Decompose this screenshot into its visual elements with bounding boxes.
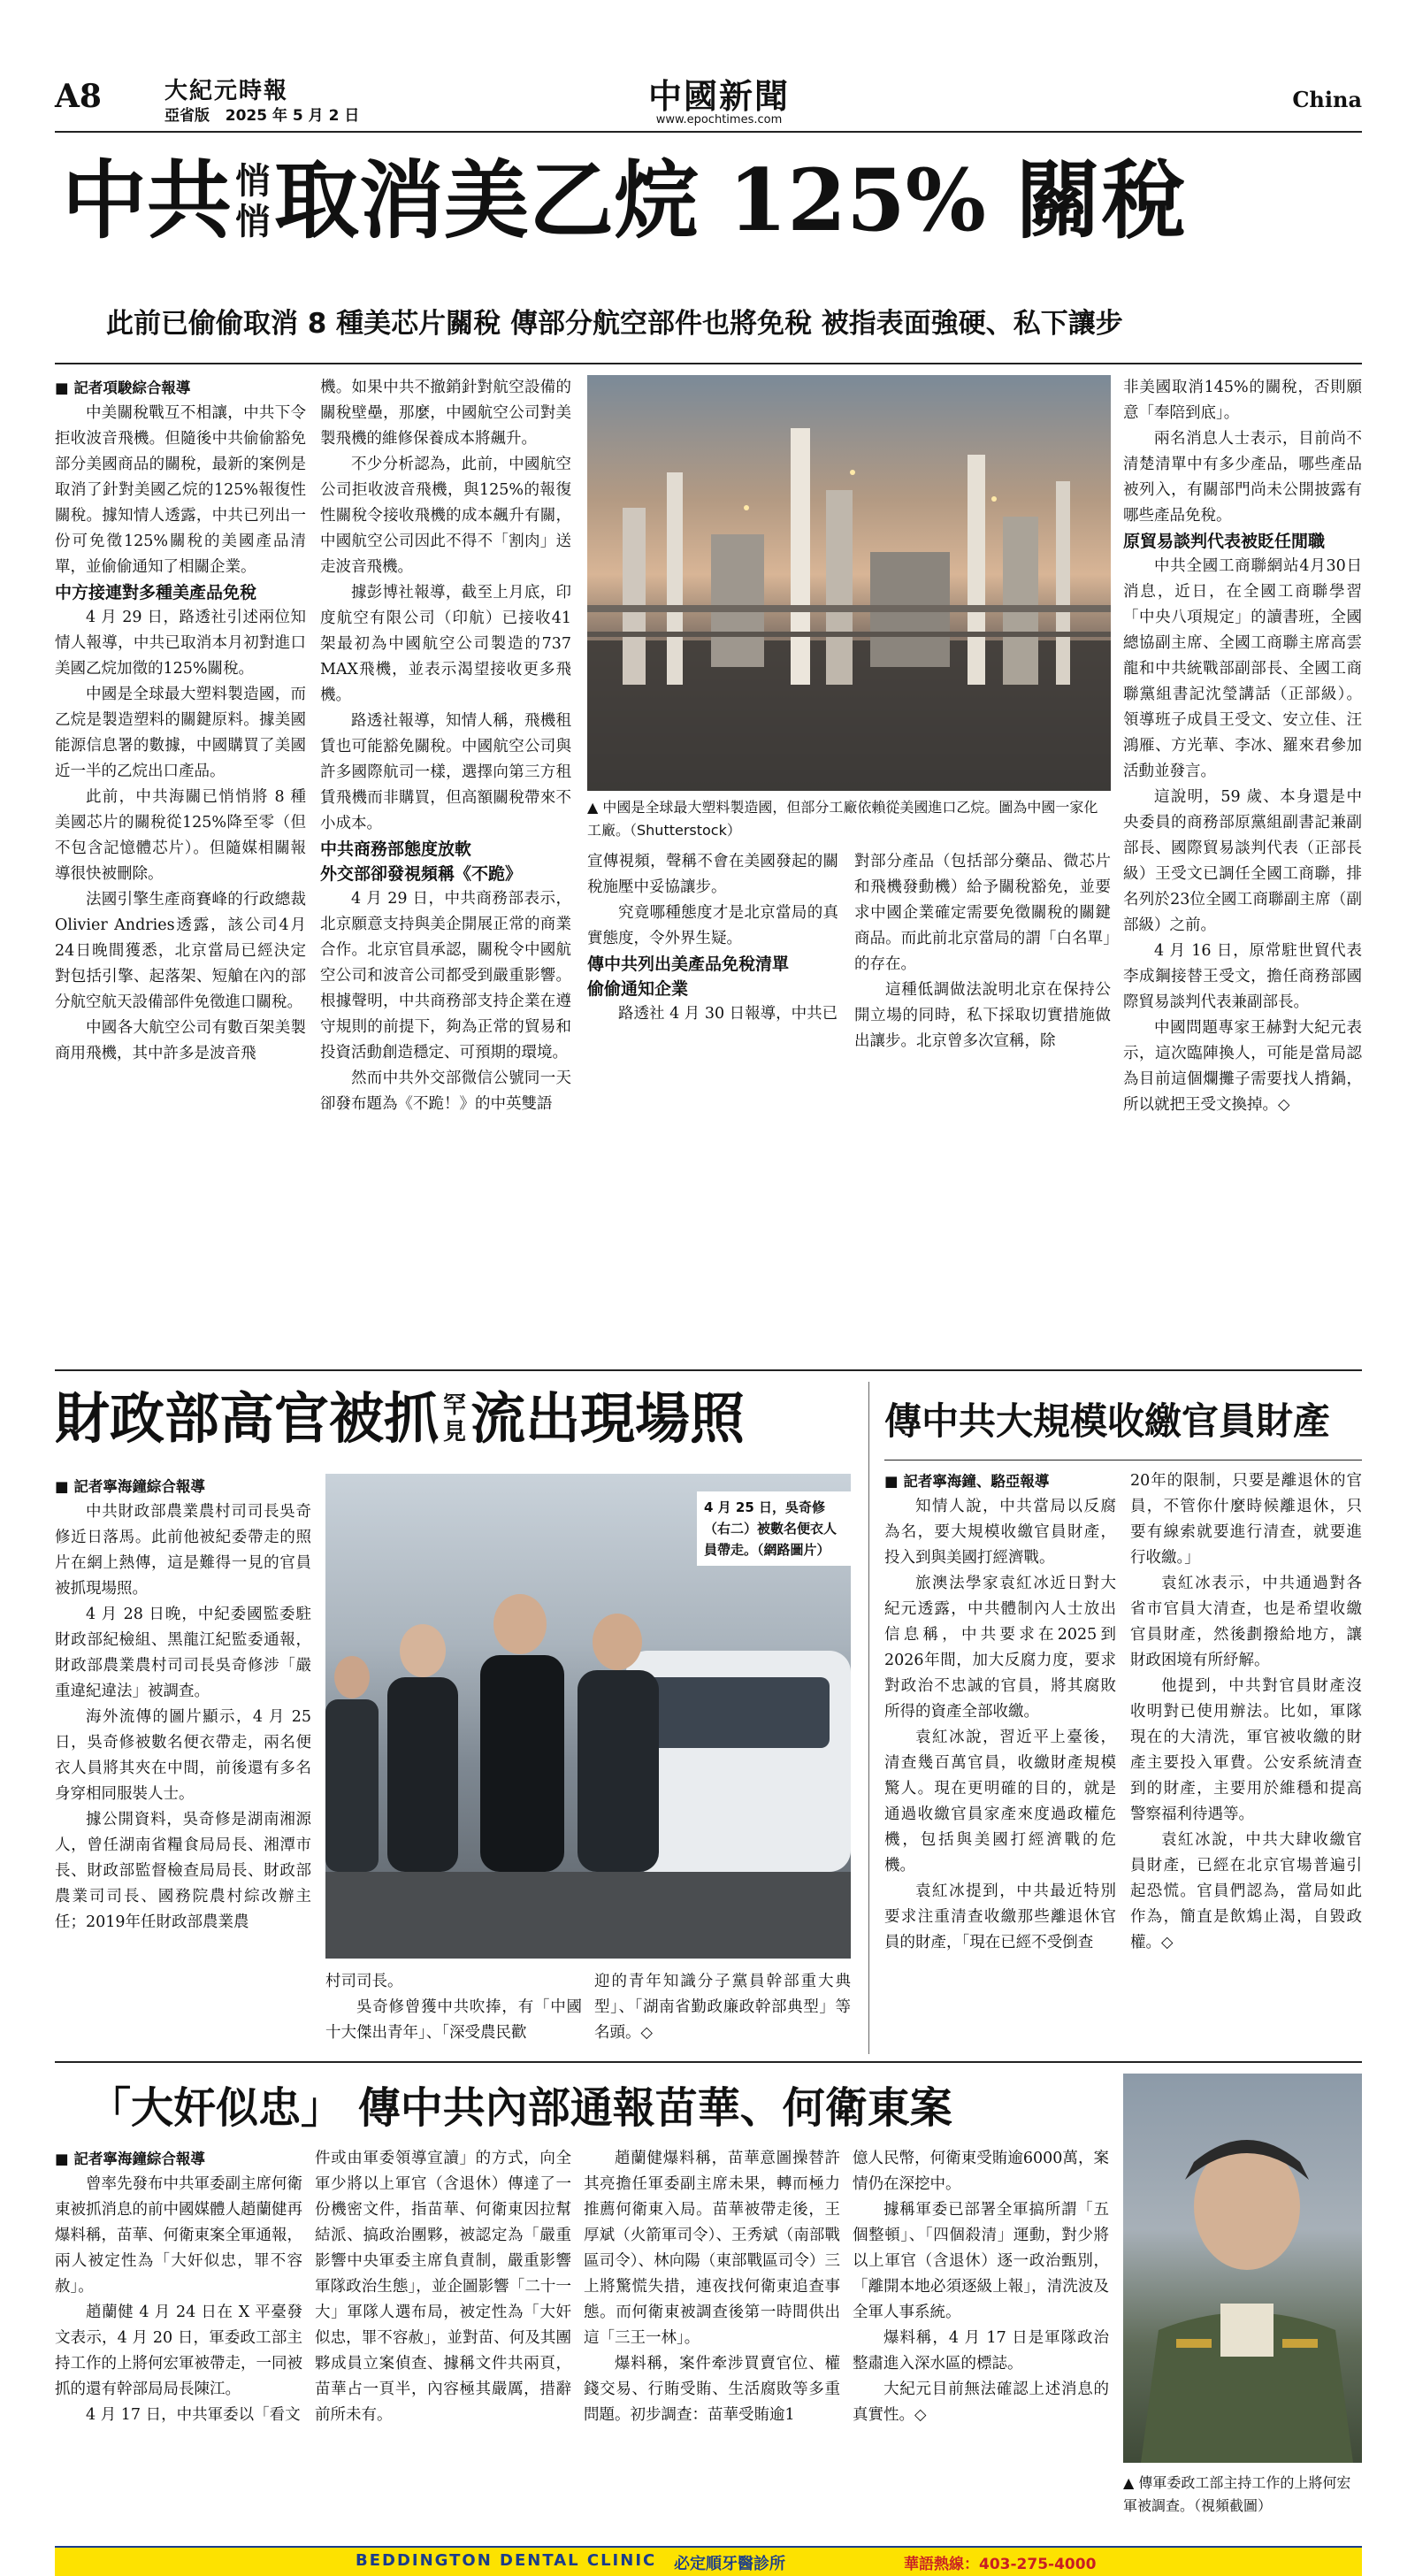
ad-logo-top xyxy=(55,2546,126,2558)
paragraph: 他提到，中共對官員財產沒收明對已使用辦法。比如，軍隊現在的大清洗，軍官被收繳的財產主要投入軍費。公安系統清查到的財產，主要用於維穩和提高警察福利待遇等。 xyxy=(1130,1677,1362,1823)
byline: ■ 記者寧海鐘綜合報導 xyxy=(55,1478,205,1495)
paragraph: 知情人說，中共當局以反腐為名，要大規模收繳官員財產，投入到與美國打經濟戰。 xyxy=(884,1498,1116,1567)
story1-col4 xyxy=(854,849,1111,1357)
ad-ct-label-1 xyxy=(832,2558,885,2571)
general-photo-caption: ▲ 傳軍委政工部主持工作的上將何宏軍被調查。（視頻截圖） xyxy=(1123,2474,1351,2514)
paragraph: 此前，中共海關已悄悄將 8 種美國芯片的關稅從125%降至零（但不包含記憶體芯片）。但隨媒相關報導很快被刪除。 xyxy=(55,788,306,883)
story3-col1 xyxy=(884,1468,1116,2052)
paragraph: 非美國取消145%的關稅，否則願意「奉陪到底」。 xyxy=(1123,379,1362,422)
story1-headline xyxy=(62,149,1362,255)
subhead xyxy=(320,837,571,886)
ad-building-sign xyxy=(984,2558,1026,2571)
ad-doctors-3 xyxy=(414,2571,520,2574)
ad-package-title xyxy=(521,2546,606,2558)
headline-part-2: 流出現場照 xyxy=(470,1386,746,1451)
ad-solve-2 xyxy=(798,2546,840,2558)
ad-team-sign xyxy=(1086,2558,1242,2571)
factory-photo-caption: ▲ 中國是全球最大塑料製造國，但部分工廠依賴從美國進口乙烷。圖為中國一家化工廠。（Shutterstock） xyxy=(587,799,1098,839)
story2-col1 xyxy=(55,1474,311,2049)
story2-headline xyxy=(55,1382,868,1461)
paragraph: 爆料稱，案件牽涉買賣官位、權錢交易、行賄受賄、生活腐敗等多重問題。初步調查：苗華受賄逾1 xyxy=(584,2355,840,2424)
story4-headline: 「大奸似忠」 傳中共內部通報苗華、何衛東案 xyxy=(88,2083,952,2133)
ad-hotline-label: 華語熱線： xyxy=(904,2556,979,2573)
paragraph: 中共財政部農業農村司司長吳奇修近日落馬。此前他被紀委帶走的照片在網上熱傳，這是難得一見的官員被抓現場照。 xyxy=(55,1503,311,1598)
ad-package-unit xyxy=(646,2546,657,2558)
factory-photo xyxy=(587,375,1111,791)
paragraph: 吳奇修曾獲中共吹捧，有「中國十大傑出青年」、「深受農民歡 xyxy=(325,1998,582,2042)
ad-qr-label xyxy=(929,2558,982,2571)
ad-email[interactable] xyxy=(326,2546,517,2558)
subhead: 原貿易談判代表被貶任閒職 xyxy=(1123,532,1326,551)
ad-solve-1 xyxy=(752,2546,794,2558)
headline-small-2: 悄 xyxy=(235,201,271,242)
general-illustration xyxy=(1123,2074,1362,2463)
ad-award xyxy=(524,2571,876,2574)
paragraph: 袁紅冰提到，中共最近特別要求注重清查收繳那些離退休官員的財產，「現在已經不受倒查 xyxy=(884,1882,1116,1951)
byline: ■ 記者項駿綜合報導 xyxy=(55,380,191,396)
ad-senior-label xyxy=(661,2546,703,2558)
paragraph: 中國是全球最大塑料製造國，而乙烷是製造塑料的關鍵原料。據美國能源信息署的數據，中國購買了美國近一半的乙烷出口產品。 xyxy=(55,686,306,780)
subhead: 中方接連對多種美產品免稅 xyxy=(55,583,257,602)
ad-bullet-4 xyxy=(539,2558,602,2571)
paragraph: 4 月 29 日，中共商務部表示，北京願意支持與美企開展正常的商業合作。北京官員承認，關稅令中國航空公司和波音公司都受到嚴重影響。根據聲明，中共商務部支持企業在遵守規則的前提下，夠為正常的貿易和投資活動創造穩定、可預期的環境。 xyxy=(320,890,571,1062)
headline-small-1: 罕 xyxy=(443,1392,467,1419)
byline: ■ 記者寧海鐘、駱亞報導 xyxy=(884,1473,1050,1490)
story1-col1 xyxy=(55,375,306,1357)
headline-part-2: 取消美乙烷 125% 關稅 xyxy=(274,150,1186,250)
paragraph: 海外流傳的圖片顯示，4 月 25 日，吳奇修被數名便衣帶走，兩名便衣人員將其夾在中間，前後還有多名身穿相同服裝人士。 xyxy=(55,1708,311,1803)
paragraph: 這說明，59 歲、本身還是中央委員的商務部原黨組副書記兼副部長、國際貿易談判代表（正部長級）王受文已調任全國工商聯，排名列於23位全國工商聯副主席（副部級）之前。 xyxy=(1123,788,1362,934)
ad-bullet-3 xyxy=(482,2558,535,2571)
ad-bullet-2 xyxy=(314,2558,478,2571)
ad-flex-hours xyxy=(606,2558,829,2571)
subhead-line: 中共商務部態度放軟 xyxy=(320,840,472,859)
ad-website[interactable] xyxy=(175,2546,323,2558)
section-title: 中國新聞 xyxy=(647,76,790,116)
story3-bottom-rule xyxy=(55,2061,1362,2063)
subhead-line: 偷偷通知企業 xyxy=(587,979,689,999)
headline-small xyxy=(232,161,274,242)
ad-team-title xyxy=(1029,2558,1082,2571)
story1-bottom-rule xyxy=(55,1369,1362,1371)
paragraph: 不少分析認為，此前，中國航空公司拒收波音飛機，與125%的報復性關稅令接收飛機的成本飆升有關，中國航空公司因此不得不「割肉」送走波音飛機。 xyxy=(320,456,571,576)
ad-logo-main xyxy=(130,2546,172,2558)
paragraph: 迎的青年知識分子黨員幹部重大典型」、「湖南省勤政廉政幹部典型」等名頭。◇ xyxy=(594,1973,851,2042)
ad-doctors-2 xyxy=(208,2571,411,2574)
story4-col4 xyxy=(853,2146,1109,2535)
story3-headline: 傳中共大規模收繳官員財產 xyxy=(884,1399,1331,1443)
paragraph: 法國引擎生產商賽峰的行政總裁Olivier Andries透露，該公司4月24日晚間獲悉，北京當局已經決定對包括引擎、起落架、短艙在內的部分航空航天設備部件免徵進口關稅。 xyxy=(55,891,306,1011)
ad-clinic-name-zh: 必定順牙醫診所 xyxy=(674,2555,785,2573)
paragraph: 4 月 16 日，原常駐世貿代表李成鋼接替王受文，擔任商務部國際貿易談判代表兼副部長。 xyxy=(1123,942,1362,1011)
general-photo xyxy=(1123,2074,1362,2463)
story2-col2 xyxy=(325,1969,582,2049)
paragraph: 袁紅冰表示，中共通過對各省市官員大清查，也是希望收繳官員財產，然後劃撥給地方，讓財政困境有所紓解。 xyxy=(1130,1575,1362,1669)
date: 2025 年 5 月 2 日 xyxy=(225,107,360,125)
paragraph: 村司司長。 xyxy=(325,1973,403,1990)
story1-subtitle: 此前已偷偷取消 8 種美芯片關稅 傳部分航空部件也將免稅 被指表面強硬、私下讓步 xyxy=(106,308,1123,340)
paragraph: 然而中共外交部微信公號同一天卻發布題為《不跪！》的中英雙語 xyxy=(320,1070,571,1113)
paragraph: 機。如果中共不撤銷針對航空設備的關稅壁壘，那麼，中國航空公司對美製飛機的維修保養成本將飆升。 xyxy=(320,379,571,448)
paragraph: 中國問題專家王赫對大紀元表示，這次臨陣換人，可能是當局認為目前這個爛攤子需要找人揹鍋，所以就把王受文換掉。◇ xyxy=(1123,1019,1362,1114)
headline-small-2: 見 xyxy=(443,1419,467,1445)
paragraph: 億人民幣，何衛東受賄逾6000萬，案情仍在深挖中。 xyxy=(853,2150,1109,2193)
header-rule xyxy=(55,131,1362,133)
subhead xyxy=(587,952,838,1001)
paragraph: 件或由軍委領導宣讀」的方式，向全軍少將以上軍官（含退休）傳達了一份機密文件，指苗華、何衛東因拉幫結派、搞政治團夥，被認定為「嚴重影響中央軍委主席負責制，嚴重影響軍隊政治生態」，並企圖影響「二十一大」軍隊人選布局，被定性為「大奸似忠，罪不容赦」，並對苗、何及其團夥成員立案偵查、據稱文件共兩頁，苗華占一頁半，內容極其嚴厲，措辭前所未有。 xyxy=(315,2150,571,2424)
story4-col2 xyxy=(315,2146,571,2535)
story1-col2 xyxy=(320,375,571,1357)
paragraph: 曾率先發布中共軍委副主席何衛東被抓消息的前中國媒體人趙蘭健再爆料稱，苗華、何衛東案全軍通報，兩人被定性為「大奸似忠，罪不容赦」。 xyxy=(55,2175,302,2296)
story1-col3 xyxy=(587,849,838,1357)
ad-bullet-1 xyxy=(186,2558,310,2571)
paragraph: 20年的限制，只要是離退休的官員，不管你什麼時候離退休，只要有線索就要進行清查，就要進行收繳。」 xyxy=(1130,1472,1362,1567)
story1-col5 xyxy=(1123,375,1362,1357)
ad-services-line1 xyxy=(911,2546,1197,2558)
factory-illustration xyxy=(587,375,1111,791)
paragraph: 中國各大航空公司有數百架美製商用飛機，其中許多是波音飛 xyxy=(55,1019,306,1062)
story4-col1 xyxy=(55,2146,302,2535)
column-divider xyxy=(868,1382,869,2054)
paragraph: 4 月 28 日晚，中紀委國監委駐財政部紀檢組、黑龍江紀監委通報，財政部農業農村司司長吳奇修涉「嚴重違紀違法」被調查。 xyxy=(55,1606,311,1700)
paragraph: 中共全國工商聯網站4月30日消息，近日，在全國工商聯學習「中央八項規定」的讀書班，全國總協副主席、全國工商聯主席高雲龍和中共統戰部副部長、全國工商聯黨組書記沈瑩講話（正部級）。領導班子成員王受文、安立佳、汪鴻雁、方光華、李冰、羅來君參加活動並發言。 xyxy=(1123,557,1362,780)
edition-date xyxy=(164,103,359,125)
paragraph: 4 月 17 日，中共軍委以「看文 xyxy=(86,2406,301,2424)
arrest-photo xyxy=(325,1474,851,1959)
paragraph: 這種低調做法說明北京在保持公開立場的同時，私下採取切實措施做出讓步。北京曾多次宣稱，除 xyxy=(854,981,1111,1050)
story2-col3 xyxy=(594,1969,851,2049)
paragraph: 兩名消息人士表示，目前尚不清楚清單中有多少產品，哪些產品被列入，有關部門尚未公開披露有哪些產品免稅。 xyxy=(1123,430,1362,525)
headline-part-1: 中共 xyxy=(62,150,232,250)
ad-solve-label xyxy=(706,2546,748,2558)
ad-ct-label-2 xyxy=(889,2558,925,2571)
subhead-line: 外交部卻發視頻稱《不跪》 xyxy=(320,864,523,884)
edition: 亞省版 xyxy=(164,107,210,125)
subhead-line: 傳中共列出美產品免稅清單 xyxy=(587,954,790,974)
story1-rule xyxy=(55,363,1362,364)
story3-col2 xyxy=(1130,1468,1362,2052)
ad-address xyxy=(880,2571,1095,2574)
paragraph: 袁紅冰說，中共大肆收繳官員財產，已經在北京官場普遍引起恐慌。官員們認為，當局如此作為，簡直是飲鴆止渴，自毀政權。◇ xyxy=(1130,1831,1362,1951)
paragraph: 爆料稱，4 月 17 日是軍隊政治整肅進入深水區的標誌。 xyxy=(853,2329,1109,2373)
ad-services-title xyxy=(844,2546,907,2558)
paragraph: 據稱軍委已部署全軍搞所謂「五個整頓」、「四個殺清」運動，對少將以上軍官（含退休）逐一政治甄別，「離開本地必須逐級上報」，清洗波及全軍人事系統。 xyxy=(853,2201,1109,2321)
paragraph: 袁紅冰說，習近平上臺後，清查幾百萬官員，收繳財產規模驚人。現在更明確的目的，就是通過收繳官員家產來度過政權危機，包括與美國打經濟戰的危機。 xyxy=(884,1729,1116,1874)
ad-address-note xyxy=(1098,2571,1254,2574)
ad-hotline-number[interactable]: 403-275-4000 xyxy=(979,2556,1097,2573)
headline-small-1: 悄 xyxy=(235,160,271,202)
paragraph: 趙蘭健爆料稱，苗華意圖操替許其亮擔任軍委副主席未果，轉而極力推薦何衛東入局。苗華被帶走後，王厚斌（火箭軍司令）、王秀斌（南部戰區司令）、林向陽（東部戰區司令）三上將驚慌失措，連夜找何衛東追查事態。而何衛東被調查後第一時間供出這「三王一林」。 xyxy=(584,2150,840,2347)
paragraph: 旅澳法學家袁紅冰近日對大紀元透露，中共體制內人士放出信息稱，中共要求在2025到2026年間，加大反腐力度，要求對政治不忠誠的官員，將其腐敗所得的資產全部收繳。 xyxy=(884,1575,1116,1721)
paragraph: 4 月 29 日，路透社引述兩位知情人報導，中共已取消本月初對進口美國乙烷加徵的125%關稅。 xyxy=(55,609,306,678)
ad-clinic-name: BEDDINGTON DENTAL CLINIC xyxy=(356,2551,657,2570)
ad-package-price xyxy=(609,2546,643,2558)
paragraph: 對部分產品（包括部分藥品、微芯片和飛機發動機）給予關稅豁免，並要求中國企業確定需要免徵關稅的關鍵商品。而此前北京當局的謂「白名單」的存在。 xyxy=(854,853,1111,973)
paragraph: 據公開資料，吳奇修是湖南湘源人，曾任湖南省糧食局局長、湘潭市長、財政部監督檢查局局長、財政部農業司司長、國務院農村綜改辦主任；2019年任財政部農業農 xyxy=(55,1811,311,1931)
paragraph: 中美關稅戰互不相讓，中共下令拒收波音飛機。但隨後中共偷偷豁免部分美國商品的關稅，最新的案例是取消了針對美國乙烷的125%報復性關稅。據知情人透露，中共已列出一份可免徵125%關稅的美國產品清單，並偷偷通知了相關企業。 xyxy=(55,404,306,576)
byline: ■ 記者寧海鐘綜合報導 xyxy=(55,2150,205,2167)
page-number: A8 xyxy=(55,78,102,115)
headline-part-1: 財政部高官被抓 xyxy=(55,1386,440,1451)
paragraph: 路透社 4 月 30 日報導，中共已 xyxy=(618,1005,838,1023)
site-url: www.epochtimes.com xyxy=(655,113,783,126)
arrest-photo-caption: 4 月 25 日，吳奇修（右二）被數名便衣人員帶走。（網路圖片） xyxy=(697,1491,851,1566)
section-en: China xyxy=(1292,87,1362,112)
paragraph: 趙蘭健 4 月 24 日在 X 平臺發文表示，4 月 20 日，軍委政工部主持工作的上將何宏軍被帶走，一同被抓的還有幹部局局長陳江。 xyxy=(55,2304,302,2398)
headline-small xyxy=(439,1392,470,1445)
paragraph: 宣傳視頻，聲稱不會在美國發起的關稅施壓中妥協讓步。 xyxy=(587,853,838,896)
paper-name: 大紀元時報 xyxy=(164,78,289,104)
paragraph: 大紀元目前無法確認上述消息的真實性。◇ xyxy=(853,2380,1109,2424)
story4-col3 xyxy=(584,2146,840,2535)
paragraph: 據彭博社報導，截至上月底，印度航空有限公司（印航）已接收41架最初為中國航空公司製造的737 MAX飛機，並表示渴望接收更多飛機。 xyxy=(320,584,571,704)
paragraph: 究竟哪種態度才是北京當局的真實態度，令外界生疑。 xyxy=(587,904,838,947)
paragraph: 路透社報導，知情人稱，飛機租賃也可能豁免關稅。中國航空公司與許多國際航司一樣，選擇向第三方租賃飛機而非購買，但高額關稅帶來不小成本。 xyxy=(320,712,571,832)
